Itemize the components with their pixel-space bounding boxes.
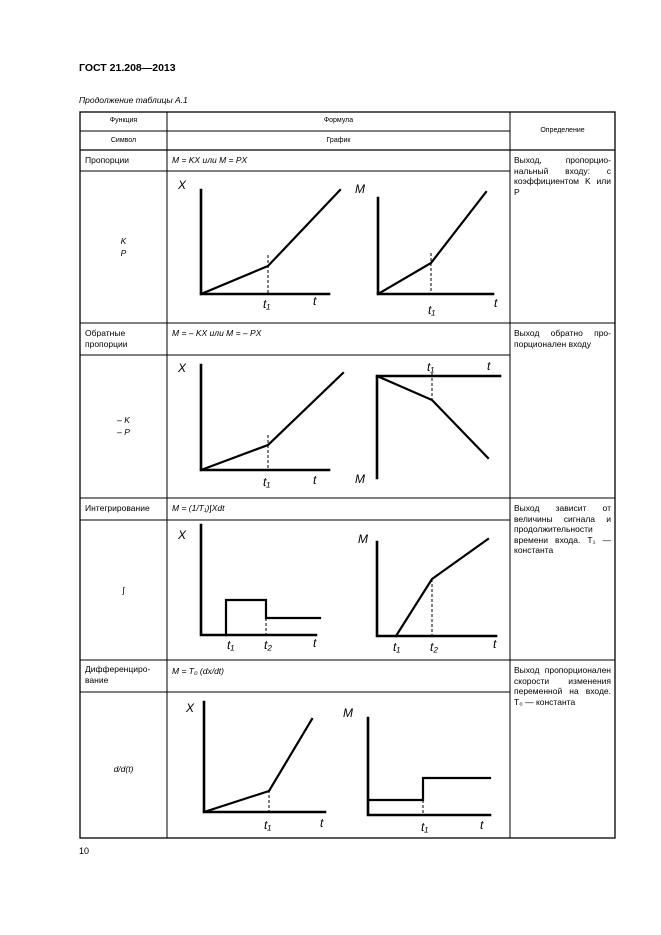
function-name: Интегрирование — [85, 503, 150, 513]
symbol: K — [120, 236, 127, 246]
axis-label-t: t — [493, 637, 497, 651]
axis-label-t1: t₁ — [393, 640, 401, 654]
function-name: Дифференцирование — [85, 664, 151, 685]
graph-x-differentiation — [204, 702, 325, 812]
axis-label-m: M — [355, 472, 365, 486]
symbol: d/d(t) — [113, 764, 134, 774]
definition: Выход пропорционален скорости изменения переменной на входе. T₀ — константа — [514, 665, 611, 707]
axis-label-t1: t₁ — [263, 475, 271, 489]
symbol: P — [120, 248, 127, 258]
axis-label-m: M — [358, 532, 368, 546]
symbol: – P — [117, 427, 130, 437]
axis-label-t: t — [320, 816, 324, 830]
axis-label-t2: t₂ — [264, 638, 272, 652]
axis-label-m: M — [343, 706, 353, 720]
axis-label-t: t — [480, 818, 484, 832]
axis-label-t1: t₁ — [263, 297, 271, 311]
symbol: – K — [117, 415, 130, 425]
axis-label-t: t — [494, 296, 498, 310]
function-name: Обратные пропорции — [85, 328, 128, 349]
formula: M = KX или M = PX — [172, 155, 248, 165]
header-formula: Формула — [323, 117, 354, 124]
table-grid-lines — [80, 112, 615, 838]
axis-label-m: M — [355, 182, 365, 196]
axis-label-t: t — [487, 359, 491, 373]
header-graph: График — [326, 137, 351, 144]
graph-m-inverse — [377, 376, 500, 478]
graph-m-integration — [377, 542, 496, 636]
formula: M = – KX или M = – PX — [172, 328, 262, 338]
definition: Выход зависит от величины сигнала и продолжительности времени входа. T₁ — константа — [514, 503, 611, 555]
axis-label-x: X — [178, 528, 187, 542]
page-number: 10 — [79, 846, 90, 856]
header-symbol: Символ — [110, 137, 137, 144]
formula: M = T₀ (dx/dt) — [172, 666, 224, 676]
axis-label-t: t — [313, 473, 317, 487]
axis-label-t1: t₁ — [264, 818, 272, 832]
axis-label-x: X — [186, 701, 195, 715]
header-function: Функция — [109, 117, 138, 124]
axis-label-t1: t₁ — [427, 360, 435, 374]
axis-label-t1: t₁ — [227, 638, 235, 652]
symbol: ∫ — [122, 585, 125, 595]
graph-m-proportion — [378, 198, 493, 294]
axis-label-t: t — [313, 636, 317, 650]
axis-label-t2: t₂ — [430, 640, 438, 654]
graph-x-inverse — [201, 365, 329, 470]
definition: Выход обратно пропорционален входу — [514, 328, 611, 349]
graph-x-proportion — [201, 190, 329, 294]
document-header: ГОСТ 21.208—2013 — [79, 62, 176, 74]
header-definition: Определение — [540, 127, 585, 134]
axis-label-x: X — [178, 178, 187, 192]
axis-label-t1: t₁ — [428, 303, 436, 317]
table-continuation-caption: Продолжение таблицы А.1 — [79, 95, 188, 105]
axis-label-t: t — [313, 294, 317, 308]
axis-label-x: X — [178, 361, 187, 375]
function-name: Пропорции — [85, 155, 129, 165]
definition: Выход, пропорциональный входу: с коэффициентом K или P — [514, 155, 611, 197]
formula: M = (1/T₁)∫Xdt — [172, 503, 225, 513]
axis-label-t1: t₁ — [421, 820, 429, 834]
